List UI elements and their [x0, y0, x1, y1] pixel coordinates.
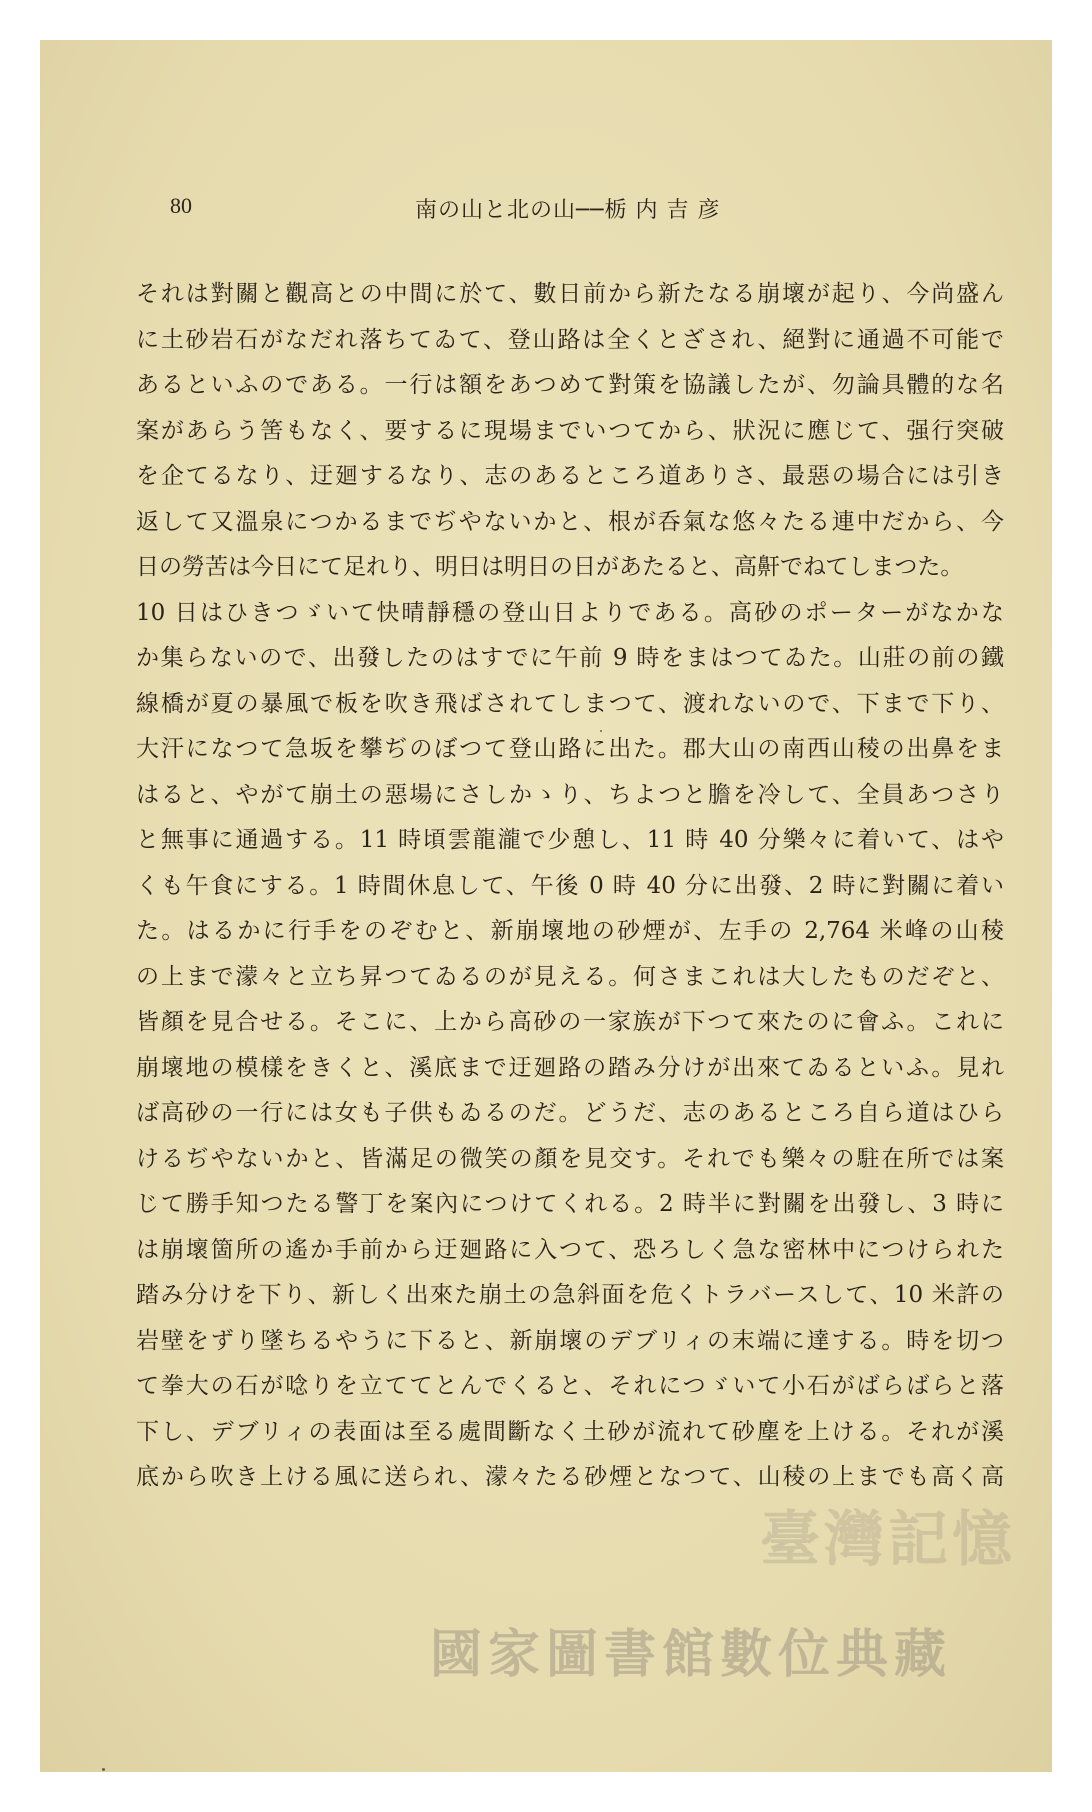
running-title: 南の山と北の山──栃 内 吉 彦 — [415, 198, 721, 223]
text-line: て拳大の石が唸りを立ててとんでくると、それにつゞいて小石がばらばらと落 — [136, 1373, 1004, 1399]
text-line: けるぢやないかと、皆滿足の微笑の顏を見交す。それでも樂々の駐在所では案 — [136, 1145, 1004, 1172]
text-line: は崩壞箇所の遙か手前から迂廻路に入つて、恐ろしく急な密林中につけられた — [136, 1236, 1004, 1263]
text-line: を企てるなり、迂廻するなり、志のあるところ道ありさ、最惡の場合には引き — [136, 463, 1004, 489]
text-line: 底から吹き上ける風に送られ、濛々たる砂煙となつて、山稜の上までも高く高 — [136, 1464, 1004, 1490]
page-header — [40, 193, 1052, 233]
paper-speck — [600, 730, 602, 732]
text-line: 大汗になつて急坂を攀ぢのぼつて登山路に出た。郡大山の南西山稜の出鼻をま — [136, 736, 1004, 762]
text-line: それは對關と觀高との中間に於て、數日前から新たなる崩壞が起り、今尚盛ん — [136, 281, 1004, 307]
text-line: はると、やがて崩土の惡場にさしかゝり、ちよつと膽を冷して、全員あつさり — [136, 781, 1004, 808]
text-line: あるといふのである。一行は額をあつめて對策を協議したが、勿論具體的な名 — [136, 372, 1004, 398]
body-text — [136, 272, 1004, 1501]
page-number: 80 — [170, 193, 192, 218]
text-line: じて勝手知つたる警丁を案內につけてくれる。2 時半に對關を出發し、3 時に — [136, 1191, 1004, 1217]
text-line: 踏み分けを下り、新しく出來た崩土の急斜面を危くトラバースして、10 米許の — [136, 1282, 1004, 1308]
text-line: ば高砂の一行には女も子供もゐるのだ。どうだ、志のあるところ自ら道はひら — [136, 1100, 1004, 1126]
text-line: 返して又溫泉につかるまでぢやないかと、根が呑氣な悠々たる連中だから、今 — [136, 508, 1004, 535]
paper-speck — [102, 1768, 105, 1771]
text-line: 下し、デブリィの表面は至る處間斷なく土砂が流れて砂塵を上ける。それが溪 — [136, 1418, 1004, 1445]
text-line: 崩壞地の模樣をきくと、溪底まで迂廻路の踏み分けが出來てゐるといふ。見れ — [136, 1054, 1004, 1081]
text-line: と無事に通過する。11 時頃雲龍瀧で少憩し、11 時 40 分樂々に着いて、はや — [136, 827, 1004, 853]
text-line: 案があらう筈もなく、要するに現場までいつてから、狀況に應じて、强行突破 — [136, 417, 1004, 444]
text-line: 日の勞苦は今日にて足れり、明日は明日の日があたると、高鼾でねてしまつた。 — [136, 554, 964, 580]
text-line: た。はるかに行手をのぞむと、新崩壞地の砂煙が、左手の 2,764 米峰の山稜 — [136, 918, 1004, 944]
text-line: に土砂岩石がなだれ落ちてゐて、登山路は全くとざされ、絕對に通過不可能で — [136, 326, 1004, 353]
book-page — [40, 40, 1052, 1772]
watermark-logo: 臺灣記憶 — [760, 1505, 1016, 1575]
text-line: 10 日はひきつゞいて快晴靜穩の登山日よりである。高砂のポーターがなかな — [136, 599, 1004, 626]
text-line: か集らないので、出發したのはすでに午前 9 時をまはつてゐた。山莊の前の鐵 — [136, 645, 1004, 671]
text-line: 岩壁をずり墜ちるやうに下ると、新崩壞のデブリィの末端に達する。時を切つ — [136, 1327, 1004, 1354]
text-line: くも午食にする。1 時間休息して、午後 0 時 40 分に出發、2 時に對關に着い — [136, 872, 1004, 899]
watermark-label: 國家圖書館數位典藏 — [430, 1624, 953, 1685]
text-line: の上まで濛々と立ち昇つてゐるのが見える。何さまこれは大したものだぞと、 — [136, 963, 1004, 990]
text-line: 線橋が夏の暴風で板を吹き飛ばされてしまつて、渡れないので、下まで下り、 — [136, 690, 1004, 717]
text-line: 皆顏を見合せる。そこに、上から高砂の一家族が下つて來たのに會ふ。これに — [136, 1009, 1004, 1035]
